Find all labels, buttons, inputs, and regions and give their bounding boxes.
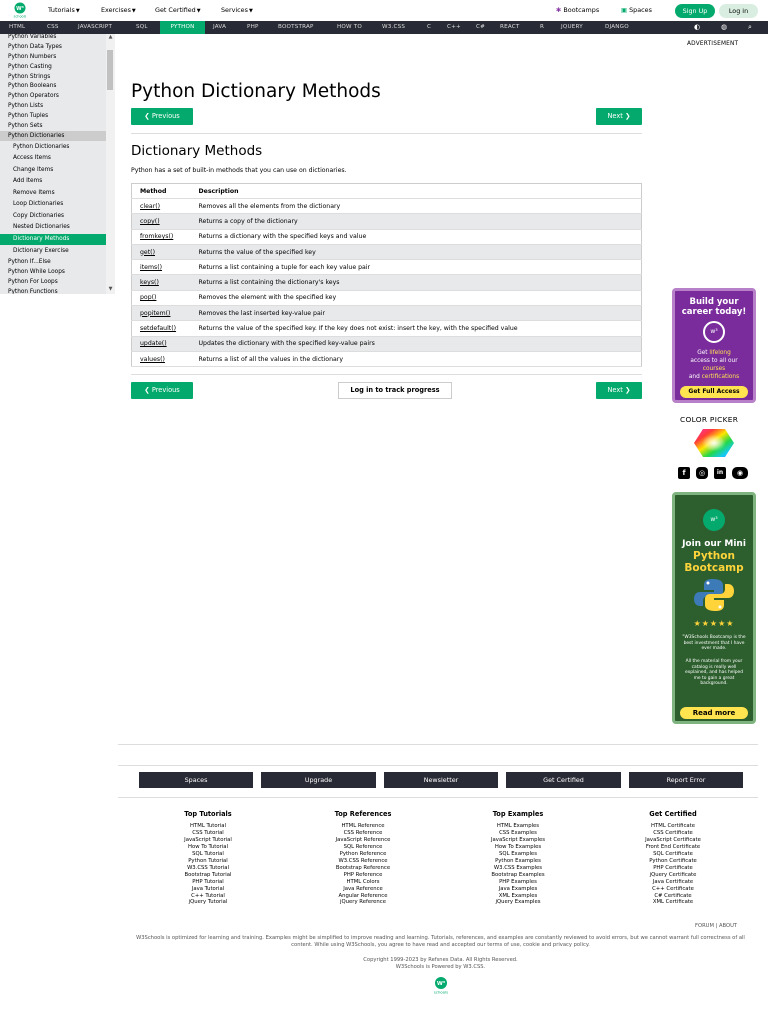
table-row (132, 306, 642, 321)
nav-jquery[interactable]: JQUERY (561, 24, 583, 30)
caret-down-icon: ▼ (131, 8, 136, 14)
table-row (132, 214, 642, 229)
method-description: Returns a list containing the dictionary's keys (191, 275, 642, 290)
footer-newsletter-button[interactable]: Newsletter (384, 772, 498, 788)
page-title: Python Dictionary Methods (131, 81, 381, 102)
scroll-down-icon[interactable]: ▼ (108, 286, 113, 292)
footer-spaces-button[interactable]: Spaces (139, 772, 253, 788)
footer-link[interactable]: W3.CSS Tutorial (187, 864, 229, 871)
bootcamp-ad[interactable] (672, 492, 756, 724)
nav-php[interactable]: PHP (247, 24, 259, 30)
footer-link[interactable]: How To Tutorial (188, 843, 228, 850)
footer-link[interactable]: Java Reference (343, 885, 383, 892)
sidebar-item[interactable]: Python If...Else (8, 259, 51, 265)
testimonial-text: All the material from your catalog is really well explained, and has helped me to gain a great background. (685, 659, 743, 687)
copyright-line: Copyright 1999-2023 by Refsnes Data. All Rights Reserved. (363, 957, 518, 963)
column-header: Description (191, 184, 642, 199)
footer-link[interactable]: PHP Examples (499, 878, 537, 885)
sidebar-subitem[interactable]: Access Items (13, 155, 51, 161)
method-description: Returns the value of the specified key (191, 244, 642, 259)
footer-link[interactable]: Python Tutorial (188, 857, 228, 864)
footer-column-heading: Get Certified (649, 810, 697, 818)
sidebar-scrollbar[interactable] (106, 34, 115, 294)
spaces-icon: ▣ (621, 6, 628, 14)
intro-text: Python has a set of built-in methods that you can use on dictionaries. (131, 167, 347, 174)
footer-report-error-button[interactable]: Report Error (629, 772, 743, 788)
nav-javascript[interactable]: JAVASCRIPT (78, 24, 113, 30)
footer-link[interactable]: SQL Reference (343, 843, 383, 850)
divider (118, 765, 758, 766)
sidebar-item[interactable]: Python Data Types (8, 44, 62, 50)
scrollbar-thumb[interactable] (107, 50, 113, 90)
footer-link[interactable]: Python Reference (339, 850, 387, 857)
bootcamp-icon: ✱ (556, 6, 562, 14)
svg-text:W³: W³ (436, 981, 446, 988)
footer-column-top-tutorials (153, 823, 263, 906)
sidebar-subitem[interactable]: Nested Dictionaries (13, 224, 70, 230)
method-description: Removes the last inserted key-value pair (191, 306, 642, 321)
scroll-up-icon[interactable]: ▲ (108, 34, 113, 40)
caret-down-icon: ▼ (75, 8, 80, 14)
rating-stars-icon: ★★★★★ (693, 619, 735, 628)
footer-link[interactable]: W3.CSS Examples (493, 864, 543, 871)
table-row (132, 244, 642, 259)
bootcamp-ad-title: Python Bootcamp (684, 550, 744, 574)
footer-column-top-references (308, 823, 418, 906)
footer-link[interactable]: HTML Tutorial (190, 823, 226, 829)
career-ad-heading: Build your career today! (681, 297, 747, 317)
globe-icon[interactable]: ◍ (721, 23, 728, 31)
method-link[interactable]: setdefault() (132, 321, 191, 336)
caret-down-icon: ▼ (248, 8, 253, 14)
nav-java[interactable]: JAVA (213, 24, 227, 30)
w3schools-footer-logo[interactable] (428, 976, 454, 994)
sidebar-item[interactable]: Python Lists (8, 103, 44, 109)
nav-r[interactable]: R (540, 24, 545, 30)
method-description: Returns a dictionary with the specified keys and value (191, 229, 642, 244)
sidebar-subitem[interactable]: Change Items (13, 167, 54, 173)
footer-link[interactable]: SQL Tutorial (192, 850, 224, 857)
previous-button-bottom[interactable]: ❮ Previous (131, 382, 193, 399)
table-row (132, 275, 642, 290)
sidebar-subitem[interactable]: Dictionary Exercise (13, 248, 69, 254)
footer-link[interactable]: Bootstrap Reference (335, 864, 391, 871)
spaces-link[interactable]: ▣ Spaces (621, 6, 652, 14)
read-more-button[interactable]: Read more (680, 707, 748, 719)
method-link[interactable]: keys() (132, 275, 191, 290)
nav-w3css[interactable]: W3.CSS (382, 24, 406, 30)
menu-get-certified[interactable]: Get Certified▼ (155, 6, 201, 14)
sidebar-subitem-dictionary-methods[interactable]: Dictionary Methods (0, 234, 106, 245)
sidebar-subitem[interactable]: Remove Items (13, 190, 55, 196)
method-description: Returns a copy of the dictionary (191, 214, 642, 229)
w3-badge-icon: w³ (703, 509, 725, 531)
method-link[interactable]: items() (132, 260, 191, 275)
footer-link[interactable]: SQL Certificate (653, 850, 693, 857)
color-picker-icon[interactable] (693, 428, 735, 458)
method-description: Removes all the elements from the dictionary (191, 199, 642, 214)
nav-python[interactable]: PYTHON (160, 21, 205, 34)
method-description: Returns the value of the specified key. If the key does not exist: insert the key, with the specified value (191, 321, 642, 336)
method-link[interactable]: clear() (132, 199, 191, 214)
method-link[interactable]: popitem() (132, 306, 191, 321)
svg-text:W³: W³ (16, 6, 24, 12)
sidebar-item[interactable]: Python Booleans (8, 83, 57, 89)
method-link[interactable]: pop() (132, 290, 191, 305)
footer-link[interactable]: jQuery Tutorial (188, 899, 228, 906)
method-link[interactable]: values() (132, 351, 191, 366)
footer-link[interactable]: Python Certificate (649, 857, 697, 864)
bootcamps-link[interactable]: ✱ Bootcamps (556, 6, 600, 14)
method-link[interactable]: copy() (132, 214, 191, 229)
advertisement-label: ADVERTISEMENT (687, 41, 739, 47)
table-header-row (132, 184, 642, 199)
testimonial-text: "W3Schools Bootcamp is the best investment that I have ever made. (682, 635, 746, 652)
method-description: Returns a list of all the values in the dictionary (191, 351, 642, 366)
sidebar-item[interactable]: Python Strings (8, 74, 51, 80)
table-row (132, 260, 642, 275)
divider (118, 797, 758, 798)
sidebar-subitem[interactable]: Python Dictionaries (13, 144, 70, 150)
section-heading: Dictionary Methods (131, 143, 263, 159)
sidebar-item[interactable]: Python For Loops (8, 279, 58, 285)
methods-table (131, 183, 642, 367)
footer-link[interactable]: CSS Certificate (653, 829, 693, 836)
footer-link[interactable]: jQuery Examples (495, 899, 541, 906)
footer-link[interactable]: JavaScript Certificate (645, 836, 701, 843)
disclaimer-text: W3Schools is optimized for learning and training. Examples might be simplified to improve reading and learning. Tutorials, references, and examples are constantly reviewed to avoid errors, but we cannot warrant full correctness of all content. While using W3Schools, you agree to have read and accepted our terms of use, cookie and privacy policy. (136, 935, 745, 948)
footer-link[interactable]: HTML Examples (496, 823, 540, 829)
footer-link[interactable]: W3.CSS Reference (338, 857, 388, 864)
footer-column-heading: Top References (334, 810, 392, 818)
nav-how-to[interactable]: HOW TO (337, 24, 362, 30)
footer-link[interactable]: PHP Tutorial (192, 878, 224, 885)
footer-link[interactable]: Angular Reference (338, 892, 388, 899)
footer-link[interactable]: CSS Reference (343, 829, 383, 836)
footer-link[interactable]: jQuery Certificate (649, 871, 697, 878)
method-description: Updates the dictionary with the specified key-value pairs (191, 336, 642, 351)
footer-link[interactable]: C++ Certificate (652, 885, 694, 892)
footer-link[interactable]: C# Certificate (654, 892, 692, 899)
get-full-access-button[interactable]: Get Full Access (680, 386, 748, 398)
linkedin-icon[interactable]: in (714, 467, 726, 479)
divider (118, 744, 758, 745)
career-ad-text: Get lifelong access to all our courses and certifications (688, 350, 740, 380)
sidebar-item[interactable]: Python Variables (8, 34, 57, 40)
footer-column-heading: Top Tutorials (184, 810, 232, 818)
sign-up-button[interactable]: Sign Up (675, 4, 715, 18)
footer-link[interactable]: SQL Examples (499, 850, 537, 857)
svg-text:schools: schools (13, 14, 27, 18)
footer-link[interactable]: Front End Certificate (645, 843, 701, 850)
sidebar-item[interactable]: Python While Loops (8, 269, 65, 275)
nav-csharp[interactable]: C# (476, 24, 485, 30)
footer-link[interactable]: Python Examples (495, 857, 541, 864)
footer-link[interactable]: Java Certificate (652, 878, 694, 885)
sidebar-item[interactable]: Python Casting (8, 64, 52, 70)
method-link[interactable]: get() (132, 244, 191, 259)
sidebar-subitem[interactable]: Loop Dictionaries (13, 201, 64, 207)
table-row (132, 336, 642, 351)
next-button-bottom[interactable]: Next ❯ (596, 382, 642, 399)
powered-by-line: W3Schools is Powered by W3.CSS. (395, 964, 486, 970)
sidebar-item[interactable]: Python Operators (8, 93, 59, 99)
footer-link[interactable]: CSS Tutorial (192, 829, 224, 836)
footer-link[interactable]: jQuery Reference (340, 899, 386, 906)
method-link[interactable]: fromkeys() (132, 229, 191, 244)
copyright-text (128, 957, 753, 971)
nav-css[interactable]: CSS (47, 24, 59, 30)
career-ad[interactable] (672, 288, 756, 403)
sidebar-item[interactable]: Python Tuples (8, 113, 49, 119)
footer-link[interactable]: Bootstrap Examples (491, 871, 545, 878)
table-row (132, 199, 642, 214)
track-progress-button[interactable]: Log in to track progress (338, 382, 452, 399)
sidebar-item[interactable]: Python Functions (8, 289, 58, 294)
next-button[interactable]: Next ❯ (596, 108, 642, 125)
instagram-icon[interactable]: ◎ (696, 467, 708, 479)
top-bar (0, 0, 768, 21)
footer-get-certified-button[interactable]: Get Certified (506, 772, 621, 788)
footer-link[interactable]: HTML Reference (341, 823, 385, 829)
footer-link[interactable]: PHP Reference (343, 871, 383, 878)
color-picker-label: COLOR PICKER (680, 415, 739, 424)
footer-link[interactable]: Java Tutorial (191, 885, 225, 892)
menu-tutorials[interactable]: Tutorials▼ (48, 6, 80, 14)
language-nav (0, 21, 768, 34)
footer-column-heading: Top Examples (492, 810, 544, 818)
table-row (132, 321, 642, 336)
bootcamp-ad-heading: Join our Mini (682, 539, 746, 549)
log-in-button[interactable]: Log in (719, 4, 758, 18)
sidebar-subitem[interactable]: Add Items (13, 178, 43, 184)
nav-react[interactable]: REACT (500, 24, 520, 30)
footer-column-top-examples (463, 823, 573, 906)
nav-django[interactable]: DJANGO (605, 24, 629, 30)
divider (131, 374, 642, 375)
footer-link[interactable]: HTML Certificate (651, 823, 695, 829)
previous-button[interactable]: ❮ Previous (131, 108, 193, 125)
table-row (132, 290, 642, 305)
method-link[interactable]: update() (132, 336, 191, 351)
table-row (132, 351, 642, 366)
facebook-icon[interactable]: f (678, 467, 690, 479)
method-description: Returns a list containing a tuple for each key value pair (191, 260, 642, 275)
footer-link[interactable]: JavaScript Reference (335, 836, 391, 843)
footer-link[interactable]: XML Certificate (652, 899, 694, 906)
python-logo-icon (692, 577, 736, 613)
nav-sql[interactable]: SQL (136, 24, 148, 30)
sidebar-item[interactable]: Python Numbers (8, 54, 57, 60)
footer-link[interactable]: PHP Certificate (653, 864, 693, 871)
svg-text:schools: schools (433, 989, 449, 994)
footer-link[interactable]: JavaScript Examples (491, 836, 545, 843)
footer-link[interactable]: How To Examples (494, 843, 542, 850)
w3-badge-icon: w³ (703, 321, 725, 343)
nav-bootstrap[interactable]: BOOTSTRAP (278, 24, 314, 30)
divider (131, 133, 642, 134)
method-description: Removes the element with the specified key (191, 290, 642, 305)
footer-link[interactable]: CSS Examples (499, 829, 537, 836)
footer-link[interactable]: Java Examples (498, 885, 538, 892)
footer-link[interactable]: JavaScript Tutorial (184, 836, 232, 843)
column-header: Method (132, 184, 191, 199)
sidebar-item-dictionaries-section[interactable]: Python Dictionaries (0, 131, 106, 141)
menu-exercises[interactable]: Exercises▼ (101, 6, 136, 14)
nav-c[interactable]: C (427, 24, 432, 30)
table-row (132, 229, 642, 244)
footer-upgrade-button[interactable]: Upgrade (261, 772, 376, 788)
sidebar-item[interactable]: Python Sets (8, 123, 43, 129)
dark-mode-icon[interactable]: ◐ (694, 23, 701, 31)
sidebar (0, 34, 115, 294)
footer-column-get-certified (618, 823, 728, 906)
footer-link[interactable]: C++ Tutorial (191, 892, 225, 899)
footer-link[interactable]: Bootstrap Tutorial (184, 871, 232, 878)
nav-cpp[interactable]: C++ (447, 24, 461, 30)
menu-services[interactable]: Services▼ (221, 6, 253, 14)
search-icon[interactable]: ⌕ (748, 23, 752, 31)
sidebar-subitem[interactable]: Copy Dictionaries (13, 213, 65, 219)
w3schools-logo[interactable] (8, 2, 32, 18)
discord-icon[interactable]: ◉ (732, 467, 748, 479)
nav-html[interactable]: HTML (9, 24, 26, 30)
footer-link[interactable]: XML Examples (498, 892, 538, 899)
footer-link[interactable]: HTML Colors (346, 878, 380, 885)
caret-down-icon: ▼ (196, 8, 201, 14)
forum-about-links[interactable]: FORUM | ABOUT (695, 923, 738, 929)
